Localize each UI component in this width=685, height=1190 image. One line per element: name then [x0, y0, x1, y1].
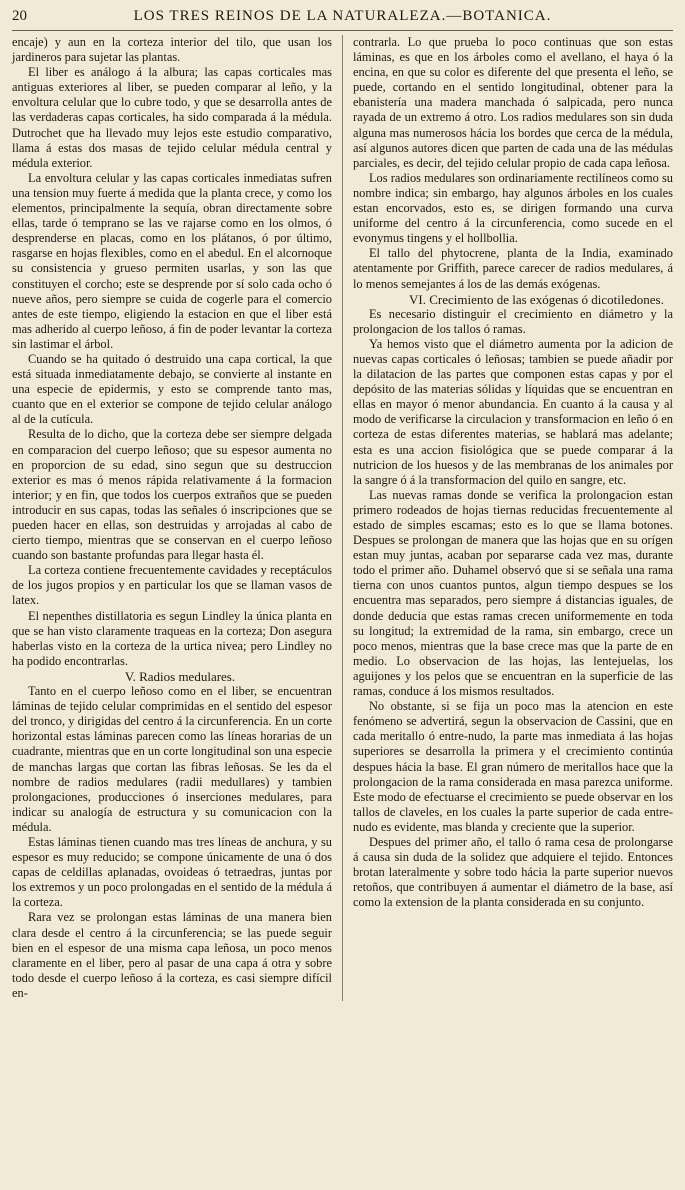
right-column: [353, 35, 673, 1001]
paragraph: contrarla. Lo que prueba lo poco continuas que son estas láminas, es que en los árboles como el avellano, el haya ó la encina, en que su color es diferente del que presenta el leño, se puede, cortando en el sentido longitudinal, obtener para la ebanistería una madera manchada ó salpicada, pero nunca rayada de un extremo á otro. Los radios medulares son sin duda alguna mas numerosos hácia los bordes que cerca de la médula, así algunos autores dicen que parten de cada una de las médulas parciales, es decir, del tejido celular propio de cada capa leñosa.: [352, 35, 673, 170]
running-title: LOS TRES REINOS DE LA NATURALEZA.—BOTANICA.: [133, 8, 552, 24]
page-header: [12, 8, 673, 31]
section-heading: V. Radios medulares.: [124, 668, 236, 684]
paragraph: El liber es análogo á la albura; las capas corticales mas antiguas exteriores al liber, se pueden comparar al leño, y la envoltura celular que lo cubre todo, y que se desarrolla antes de las verdaderas capas corticales, ha sido comparada á la médula. Dutrochet que ha llevado muy lejos este estudio comparativo, llama á estas dos masas de tejido celular médula central y médula exterior.: [12, 65, 332, 170]
paragraph: Tanto en el cuerpo leñoso como en el liber, se encuentran láminas de tejido celular comprimidas en el sentido del espesor del tronco, y dirigidas del centro á la circunferencia. En un corte horizontal estas láminas parecen como las líneas horarias de un cuadrante, mientras que en un corte longitudinal son una especie de manchas largas que cortan las fibras leñosas. Se les da el nombre de radios medulares (radii medullares) y tambien prolongaciones, producciones ó inserciones medulares, para indicar su analogía de estructura y su comunicacion con la médula.: [12, 684, 332, 834]
paragraph: Despues del primer año, el tallo ó rama cesa de prolongarse á causa sin duda de la solidez que adquiere el tejido. Entonces brotan lateralmente y sobre todo hácia la parte superior nuevos retoños, que contribuyen á aumentar el diámetro de la base, así como la extension de la planta considerada en su conjunto.: [352, 834, 673, 910]
paragraph: Cuando se ha quitado ó destruido una capa cortical, la que está situada inmediatamente debajo, se convierte al instante en una especie de epidermis, y esto se comprende tanto mas, cuanto que en el exterior se compone de tejido celular análogo al de la cutícula.: [12, 351, 332, 427]
paragraph: Es necesario distinguir el crecimiento en diámetro y la prolongacion de los tallos ó ramas.: [352, 306, 673, 336]
paragraph: Rara vez se prolongan estas láminas de una manera bien clara desde el centro á la circunferencia; se las puede seguir bien en el espesor de una misma capa leñosa, un poco menos claramente en el liber, pero al pasar de una capa á otra y sobre todo desde el cuerpo leñoso á la corteza, es casi siempre difícil en-: [12, 910, 332, 1000]
paragraph: El nepenthes distillatoria es segun Lindley la única planta en que se han visto claramente traqueas en la corteza; Don asegura haberlas visto en la corteza de la urtica nivea; pero Lindley no ha podido encontrarlas.: [12, 608, 332, 668]
paragraph: Resulta de lo dicho, que la corteza debe ser siempre delgada en comparacion del cuerpo leñoso; que su espesor aumenta no en proporcion de su edad, sino segun que su destruccion exterior es mas ó menos rápida relativamente á la formacion interior; y en fin, que todos los cuerpos extraños que se pueden introducir en sus capas, todas las señales ó inscripciones que se pueden hacer en ellas, son destruidas y arrojadas al cabo de cierto tiempo, mientras que se conservan en el cuerpo leñoso cuando son bastante profundas para llegar hasta él.: [12, 427, 332, 563]
paragraph: Los radios medulares son ordinariamente rectilíneos como su nombre indica; sin embargo, hay algunos árboles en los cuales estan encorvados, esto es, se dirigen formando una curva uniforme del centro á la circunferencia, como sucede en el evonymus tingens y el hollbollia.: [352, 170, 673, 246]
paragraph: La corteza contiene frecuentemente cavidades y receptáculos de los jugos propios y en particular los que se llaman vasos de latex.: [12, 563, 332, 608]
section-heading: VI. Crecimiento de las exógenas ó dicotiledones.: [408, 291, 664, 307]
paragraph: encaje) y aun en la corteza interior del tilo, que usan los jardineros para sujetar las plantas.: [12, 35, 332, 65]
left-column: [12, 35, 332, 1001]
paragraph: Las nuevas ramas donde se verifica la prolongacion estan primero rodeados de hojas tiernas reducidas frecuentemente al estado de simples escamas; esto es lo que se llama botones. Despues se prolongan de manera que las hojas que en su orígen estan muy juntas, acaban por separarse cada vez mas, durante todo el primer año. Duhamel observó que si se señala una rama tierna con unos cuantos puntos, algun tiempo despues se los encuentra mas separados, pero siempre á distancias iguales, de donde deducia que estas ramas crecen uniformemente en toda su longitud; la extremidad de la rama, sin embargo, crece un poco menos, mientras que la base crece mas que la parte de en medio. Lo observacion de las hojas, las lentejuelas, los aguijones y los pelos que se encuentran en la superficie de las ramas, conduce á los mismos resultados.: [352, 487, 673, 699]
paragraph: Ya hemos visto que el diámetro aumenta por la adicion de nuevas capas corticales ó leñosas; tambien se puede añadir por la dilatacion de las partes que componen estas capas y por el depósito de las materias sólidas y líquidas que se encuentran en ellas en mayor ó menor abundancia. En cuanto á la causa y al modo de verificarse la circulacion y transformacion en leño ó en corteza de estas diferentes materias, se hablará mas adelante; esta es una accion fisiológica que se puede comparar á la nutricion de los huesos y de las membranas de los animales por la sangre ó á la transformacion del quilo en sangre, etc.: [352, 336, 673, 487]
paragraph: La envoltura celular y las capas corticales inmediatas sufren una tension muy fuerte á medida que la planta crece, y como los elementos, principalmente la sequía, obran directamente sobre ellas, tarde ó temprano se las ve rajarse como en los olmos, ó desprenderse en placas, como en los plátanos, ó por último, rasgarse en hojas flexibles, como en el abedul. En el alcornoque su consistencia y grueso permiten usarlas, y son las que constituyen el corcho; este se desprende por sí solo cada ocho ó nueve años, pero siempre se cuida de cogerle para el comercio antes de este tiempo, eligiendo la estacion en que el liber está mas adherido al cuerpo leñoso, á fin de poder levantar la corteza sin lastimar el árbol.: [12, 170, 332, 351]
column-divider: [342, 35, 343, 1001]
paragraph: El tallo del phytocrene, planta de la India, examinado atentamente por Griffith, parece carecer de radios medulares, á lo menos semejantes á los de las demás exógenas.: [352, 246, 673, 291]
text-columns: [12, 35, 673, 1001]
page-number: 20: [12, 8, 27, 24]
paragraph: No obstante, si se fija un poco mas la atencion en este fenómeno se advertirá, segun la observacion de Cassini, que en cada meritallo ó entre-nudo, la parte mas inmediata á las hojas superiores se desarrolla la primera y el crecimiento continúa despues hácia la base. El gran número de meritallos hace que la prolongacion de la rama considerada en masa parezca uniforme. Este modo de efectuarse el crecimiento se puede observar en los tallos de claveles, en los cuales la parte superior de cada entre-nudo es evidente, mas blanda y creciente que la superior.: [352, 699, 673, 834]
paragraph: Estas láminas tienen cuando mas tres líneas de anchura, y su espesor es muy reducido; se compone únicamente de una ó dos capas de celdillas aplanadas, ovoideas ó tetraedras, juntas por los extremos y un poco prolongadas en el sentido de la médula á la corteza.: [12, 834, 332, 910]
